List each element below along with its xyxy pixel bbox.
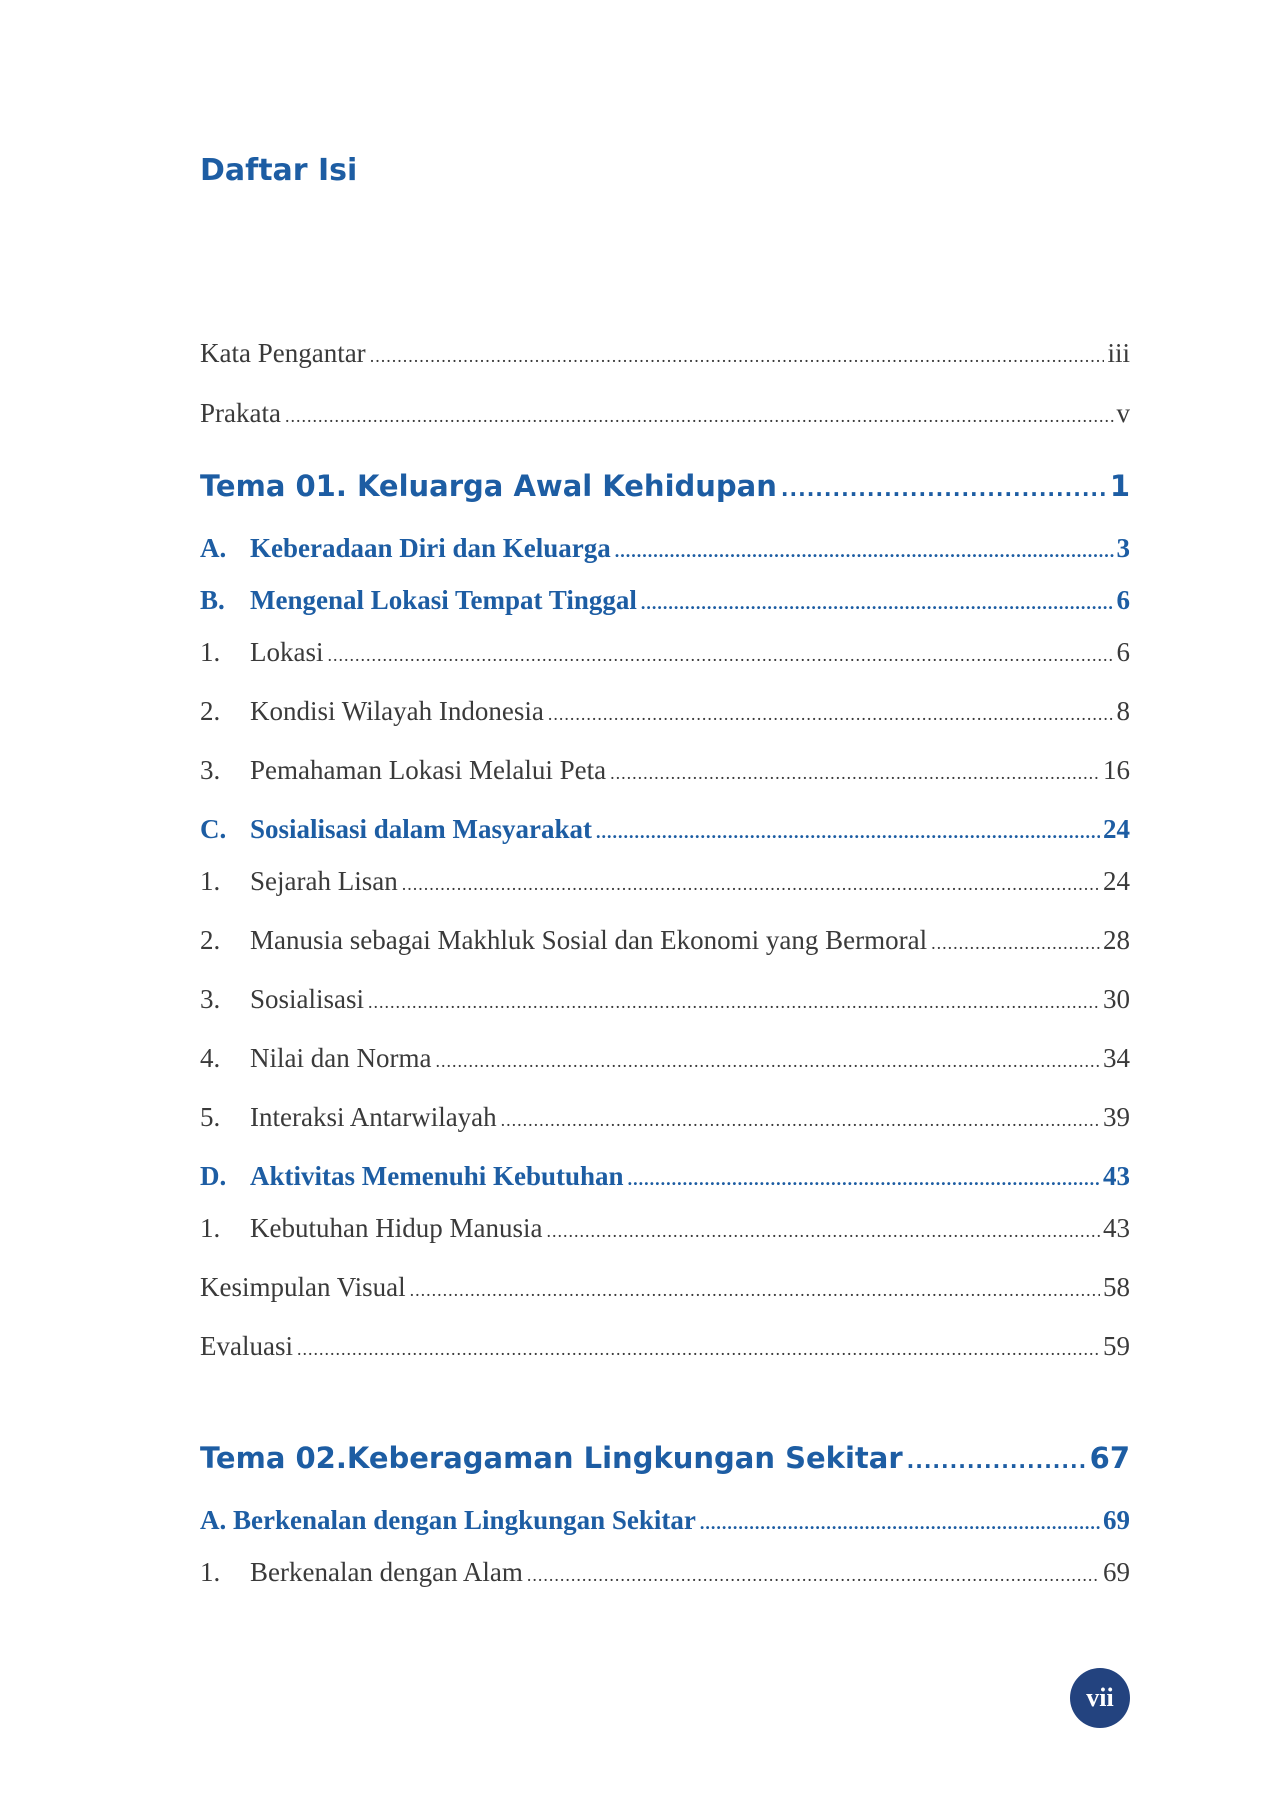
toc-entry-label: Sosialisasi xyxy=(250,984,365,1014)
page-number-badge: vii xyxy=(1070,1668,1130,1728)
toc-chapter-label: Tema 02.Keberagaman Lingkungan Sekitar xyxy=(200,1441,903,1475)
toc-entry-page: iii xyxy=(1107,338,1130,368)
toc-entry-label: Mengenal Lokasi Tempat Tinggal xyxy=(250,585,637,615)
toc-entry-kata-pengantar[interactable] xyxy=(200,340,1130,367)
toc-entry-number: 1. xyxy=(200,637,221,667)
toc-chapter-page: 67 xyxy=(1089,1441,1130,1475)
toc-entry-number: 2. xyxy=(200,925,221,955)
toc-entry-number: 3. xyxy=(200,755,221,785)
toc-entry-label: Lokasi xyxy=(250,637,324,667)
toc-entry-label: Aktivitas Memenuhi Kebutuhan xyxy=(250,1161,624,1191)
toc-entry-number: 1. xyxy=(200,866,221,896)
dot-leader xyxy=(410,1281,1100,1299)
dot-leader xyxy=(931,934,1100,952)
toc-entry-label: Berkenalan dengan Alam xyxy=(250,1557,523,1587)
toc-entry-interaksi[interactable] xyxy=(200,1104,1130,1131)
toc-entry-page: 6 xyxy=(1116,637,1130,667)
toc-entry-lokasi[interactable] xyxy=(200,639,1130,666)
dot-leader xyxy=(546,1222,1100,1240)
toc-entry-page: 69 xyxy=(1103,1505,1130,1535)
toc-entry-page: 43 xyxy=(1103,1161,1130,1191)
toc-entry-page: 43 xyxy=(1103,1213,1130,1243)
toc-entry-label: Prakata xyxy=(200,398,281,428)
toc-entry-number: D. xyxy=(200,1161,227,1191)
dot-leader xyxy=(610,764,1100,782)
dot-leader xyxy=(368,993,1100,1011)
dot-leader xyxy=(907,1451,1087,1471)
toc-entry-sosialisasi[interactable] xyxy=(200,986,1130,1013)
toc-chapter-label: Tema 01. Keluarga Awal Kehidupan xyxy=(200,469,777,503)
toc-section-b[interactable] xyxy=(200,587,1130,614)
toc-entry-number: 3. xyxy=(200,984,221,1014)
toc-entry-page: 24 xyxy=(1103,866,1130,896)
dot-leader xyxy=(781,479,1107,499)
page-title: Daftar Isi xyxy=(200,153,358,188)
toc-entry-page: 30 xyxy=(1103,984,1130,1014)
toc-entry-page: 16 xyxy=(1103,755,1130,785)
toc-chapter-tema-02[interactable] xyxy=(200,1441,1130,1475)
toc-section-a-tema-02[interactable] xyxy=(200,1507,1130,1534)
toc-entry-evaluasi[interactable] xyxy=(200,1333,1130,1360)
toc-entry-label: Kesimpulan Visual xyxy=(200,1272,406,1302)
toc-entry-label: Kata Pengantar xyxy=(200,338,366,368)
dot-leader xyxy=(297,1340,1100,1358)
dot-leader xyxy=(615,542,1114,560)
toc-entry-label: Pemahaman Lokasi Melalui Peta xyxy=(250,755,607,785)
toc-section-d[interactable] xyxy=(200,1163,1130,1190)
toc-chapter-tema-01[interactable] xyxy=(200,469,1130,503)
dot-leader xyxy=(641,594,1114,612)
toc-entry-label: A. Berkenalan dengan Lingkungan Sekitar xyxy=(200,1505,696,1535)
toc-entry-number: C. xyxy=(200,814,227,844)
toc-entry-label: Manusia sebagai Makhluk Sosial dan Ekonomi yang Bermoral xyxy=(250,925,928,955)
toc-entry-page: 28 xyxy=(1103,925,1130,955)
dot-leader xyxy=(285,407,1114,425)
toc-entry-label: Interaksi Antarwilayah xyxy=(250,1102,497,1132)
toc-entry-label: Sosialisasi dalam Masyarakat xyxy=(250,814,593,844)
toc-entry-label: Sejarah Lisan xyxy=(250,866,398,896)
toc-entry-page: 34 xyxy=(1103,1043,1130,1073)
toc-entry-number: B. xyxy=(200,585,225,615)
toc-entry-number: 1. xyxy=(200,1213,221,1243)
dot-leader xyxy=(435,1052,1100,1070)
dot-leader xyxy=(548,705,1114,723)
toc-chapter-page: 1 xyxy=(1109,469,1130,503)
toc-entry-page: 6 xyxy=(1116,585,1130,615)
dot-leader xyxy=(628,1170,1100,1188)
toc-entry-nilai-norma[interactable] xyxy=(200,1045,1130,1072)
dot-leader xyxy=(700,1514,1100,1532)
toc-entry-label: Kondisi Wilayah Indonesia xyxy=(250,696,544,726)
toc-entry-sejarah-lisan[interactable] xyxy=(200,868,1130,895)
toc-entry-page: 3 xyxy=(1116,533,1130,563)
toc-entry-label: Evaluasi xyxy=(200,1331,293,1361)
toc-section-a[interactable] xyxy=(200,535,1130,562)
toc-entry-kondisi-wilayah[interactable] xyxy=(200,698,1130,725)
toc-entry-page: 58 xyxy=(1103,1272,1130,1302)
toc-entry-page: 39 xyxy=(1103,1102,1130,1132)
toc-entry-page: 8 xyxy=(1116,696,1130,726)
toc-entry-number: 5. xyxy=(200,1102,221,1132)
toc-entry-number: 2. xyxy=(200,696,221,726)
toc-entry-number: A. xyxy=(200,533,227,563)
dot-leader xyxy=(501,1111,1100,1129)
toc-entry-manusia-sosial[interactable] xyxy=(200,927,1130,954)
dot-leader xyxy=(328,646,1114,664)
toc-entry-label: Kebutuhan Hidup Manusia xyxy=(250,1213,543,1243)
toc-entry-label: Keberadaan Diri dan Keluarga xyxy=(250,533,611,563)
toc-entry-pemahaman-lokasi[interactable] xyxy=(200,757,1130,784)
toc-entry-label: Nilai dan Norma xyxy=(250,1043,432,1073)
toc-entry-number: 1. xyxy=(200,1557,221,1587)
toc-entry-page: v xyxy=(1116,398,1130,428)
toc-entry-page: 24 xyxy=(1103,814,1130,844)
dot-leader xyxy=(402,875,1100,893)
dot-leader xyxy=(596,823,1100,841)
toc-entry-page: 69 xyxy=(1103,1557,1130,1587)
toc-entry-number: 4. xyxy=(200,1043,221,1073)
toc-entry-prakata[interactable] xyxy=(200,400,1130,427)
toc-entry-kebutuhan-hidup[interactable] xyxy=(200,1215,1130,1242)
toc-entry-berkenalan-alam[interactable] xyxy=(200,1559,1130,1586)
toc-section-c[interactable] xyxy=(200,816,1130,843)
toc-entry-page: 59 xyxy=(1103,1331,1130,1361)
dot-leader xyxy=(527,1566,1100,1584)
toc-entry-kesimpulan-visual[interactable] xyxy=(200,1274,1130,1301)
dot-leader xyxy=(370,347,1105,365)
